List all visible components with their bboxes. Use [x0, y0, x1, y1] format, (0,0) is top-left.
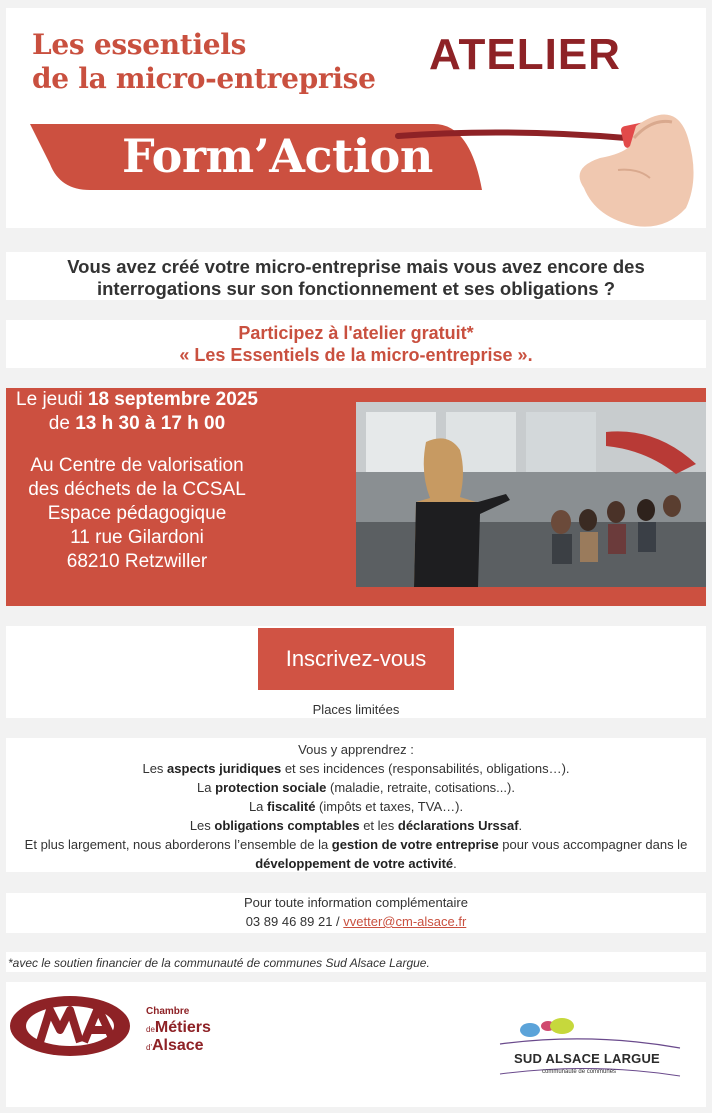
learn-intro: Vous y apprendrez :	[298, 742, 414, 757]
time-prefix: de	[48, 413, 76, 434]
text: (maladie, retraite, cotisations...).	[326, 780, 515, 795]
address-line: Espace pédagogique	[47, 503, 227, 524]
cma-mark-icon	[6, 990, 141, 1060]
text: La	[248, 799, 268, 814]
learn-section	[6, 738, 706, 872]
footnote	[6, 952, 706, 972]
text: Les	[189, 818, 215, 833]
invite-line2: « Les Essentiels de la micro-entreprise ».	[179, 345, 533, 365]
text: .	[453, 856, 457, 871]
event-address	[6, 454, 268, 574]
cma-de: de	[146, 1025, 155, 1034]
banner-title-line1: Les essentiels	[32, 28, 247, 61]
date-prefix: Le jeudi	[16, 389, 88, 410]
footnote-text: *avec le soutien financier de la communauté de communes Sud Alsace Largue.	[8, 956, 430, 970]
register-section	[6, 626, 706, 718]
text: Les	[142, 761, 168, 776]
text: pour vous accompagner dans le	[498, 837, 688, 852]
sal-name: SUD ALSACE LARGUE	[514, 1051, 660, 1066]
question-line2: interrogations sur son fonctionnement et ses obligations ?	[96, 278, 616, 299]
question-section	[6, 252, 706, 300]
text: et ses incidences (responsabilités, obligations…).	[281, 761, 570, 776]
address-line: 11 rue Gilardoni	[70, 527, 204, 548]
cma-d: d'	[146, 1043, 152, 1052]
question-line1: Vous avez créé votre micro-entreprise mais vous avez encore des	[67, 256, 645, 277]
cma-text	[146, 1004, 211, 1056]
address-line: Au Centre de valorisation	[30, 455, 244, 476]
learn-bold: gestion de votre entreprise	[331, 837, 499, 852]
cma-line3: Alsace	[151, 1037, 204, 1054]
text: .	[518, 818, 523, 833]
event-time: 13 h 30 à 17 h 00	[75, 413, 226, 434]
sud-alsace-largue-logo	[490, 1014, 690, 1084]
register-button[interactable]: Inscrivez-vous	[258, 628, 454, 690]
places-limited: Places limitées	[312, 702, 400, 717]
invite-section	[6, 320, 706, 368]
event-datetime	[6, 388, 268, 436]
learn-bold: aspects juridiques	[167, 761, 282, 776]
learn-bold: fiscalité	[267, 799, 316, 814]
invite-line1: Participez à l'atelier gratuit*	[238, 323, 474, 343]
logos-section	[6, 982, 706, 1107]
cma-line2: Métiers	[154, 1019, 211, 1036]
cma-line1: Chambre	[146, 1006, 190, 1017]
contact-line	[6, 912, 706, 931]
address-line: des déchets de la CCSAL	[28, 479, 246, 500]
cma-logo	[6, 990, 236, 1060]
learn-bold: développement de votre activité	[255, 856, 454, 871]
hand-marker-icon	[386, 58, 706, 228]
email-link[interactable]: vvetter@cm-alsace.fr	[343, 914, 467, 929]
event-details	[6, 388, 706, 606]
banner-title-line2: de la micro-entreprise	[32, 62, 376, 95]
ribbon-text: Form’Action	[122, 129, 433, 183]
atelier-word: ATELIER	[429, 30, 621, 79]
workshop-photo	[356, 402, 706, 587]
banner-title	[32, 28, 376, 96]
text: La	[197, 780, 216, 795]
text: et les	[359, 818, 398, 833]
contact-phone: 03 89 46 89 21 /	[245, 914, 344, 929]
address-line: 68210 Retzwiller	[66, 551, 208, 572]
learn-bold: protection sociale	[215, 780, 327, 795]
contact-intro: Pour toute information complémentaire	[243, 895, 468, 910]
text: (impôts et taxes, TVA…).	[315, 799, 464, 814]
sal-subtitle: communauté de communes	[542, 1069, 617, 1075]
event-text	[6, 388, 268, 574]
text: Et plus largement, nous aborderons l’ensemble de la	[24, 837, 332, 852]
header-banner	[6, 8, 706, 228]
event-date: 18 septembre 2025	[87, 389, 258, 410]
learn-bold: déclarations Urssaf	[397, 818, 519, 833]
contact-section	[6, 893, 706, 933]
learn-bold: obligations comptables	[214, 818, 360, 833]
